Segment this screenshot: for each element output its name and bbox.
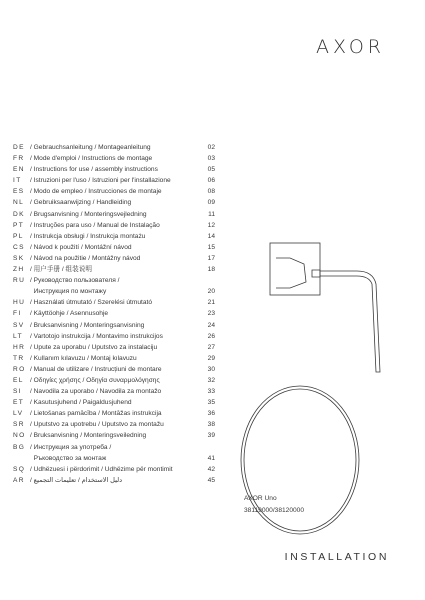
toc-title: / Upute za uporabu / Uputstvo za instalaciju <box>30 343 158 351</box>
language-code: PT <box>13 221 25 229</box>
language-code: SQ <box>13 465 26 473</box>
toc-title: / Návod na použitie / Montážny návod <box>30 254 141 262</box>
toc-title: / Instructions for use / assembly instructions <box>30 166 158 174</box>
toc-title: / Navodila za uporabo / Navodila za montažo <box>30 388 162 396</box>
toc-title: / Instrukcja obsługi / Instrukcja montażu <box>30 232 146 240</box>
page-number: 05 <box>207 166 215 174</box>
page-number: 15 <box>207 243 215 251</box>
language-code: RU <box>13 277 26 285</box>
language-code: SR <box>13 421 25 429</box>
toc-title: / Kasutusjuhend / Paigaldusjuhend <box>30 399 132 407</box>
page-number: 09 <box>207 199 215 207</box>
language-code: FI <box>13 310 22 318</box>
page-number: 45 <box>207 476 215 484</box>
page-number: 24 <box>207 321 215 329</box>
language-code: HU <box>13 299 26 307</box>
toc-title: / Istruzioni per l'uso / Istruzioni per l'installazione <box>30 177 171 185</box>
page-number: 02 <box>207 144 215 151</box>
page-number: 39 <box>207 432 215 440</box>
toc-title: / Lietošanas pamācība / Montāžas instrukcija <box>30 410 162 418</box>
page-number: 08 <box>207 188 215 196</box>
page-number: 36 <box>207 410 215 418</box>
language-code: ES <box>13 188 25 196</box>
page-number: 32 <box>207 376 215 384</box>
spout-arm <box>320 271 380 372</box>
language-code: SV <box>13 321 25 329</box>
toc-title: / Mode d'emploi / Instructions de montage <box>30 155 153 163</box>
page-number: 12 <box>207 221 215 229</box>
toc-title: / Käyttöohje / Asennusohje <box>30 310 109 318</box>
language-code: SK <box>13 254 25 262</box>
toc-title: / Brugsanvisning / Monteringsvejledning <box>30 210 147 218</box>
toc-title: / Gebruiksaanwijzing / Handleiding <box>30 199 132 207</box>
page-number: 33 <box>207 388 215 396</box>
language-code: EN <box>13 166 25 174</box>
page-number: 11 <box>208 210 215 218</box>
wall-plate <box>270 243 320 295</box>
page-number: 20 <box>207 288 215 296</box>
toc-title: / Uputstvo za upotrebu / Uputstvo za montažu <box>30 421 164 429</box>
language-code: DE <box>13 144 25 151</box>
plate-inner <box>276 258 306 288</box>
language-code: SI <box>13 388 23 396</box>
installation-label: INSTALLATION <box>284 551 389 563</box>
language-code: LT <box>13 332 24 340</box>
toc-title: / Руководство пользователя / Инструкция по монтажу <box>30 277 120 296</box>
page-number: 26 <box>207 332 215 340</box>
language-code: ZH <box>13 266 25 274</box>
toc-title: / Vartotojo instrukcija / Montavimo instrukcijos <box>30 332 163 340</box>
page-number: 41 <box>207 454 215 462</box>
page-number: 42 <box>207 465 215 473</box>
product-info <box>244 493 304 517</box>
toc-title: / دليل الاستخدام / تعليمات التجميع <box>30 476 123 484</box>
toc-title: / Инструкция за употреба / Ръководство за монтаж <box>30 443 112 462</box>
language-code: HR <box>13 343 26 351</box>
language-code: DK <box>13 210 25 218</box>
language-code: FR <box>13 155 25 163</box>
page-number: 14 <box>207 232 215 240</box>
page-number: 03 <box>207 155 215 163</box>
page-number: 21 <box>207 299 215 307</box>
toc-title: / Bruksanvisning / Monteringsanvisning <box>30 321 145 329</box>
language-code: NO <box>13 432 26 440</box>
toc-title: / Modo de empleo / Instrucciones de montaje <box>30 188 162 196</box>
page-number: 30 <box>207 365 215 373</box>
page-number: 29 <box>207 354 215 362</box>
language-code: IT <box>13 177 22 185</box>
page-number: 38 <box>207 421 215 429</box>
page-number: 35 <box>207 399 215 407</box>
language-code: ET <box>13 399 25 407</box>
toc-title: / Gebrauchsanleitung / Montageanleitung <box>30 144 151 151</box>
language-code: EL <box>13 376 24 384</box>
spout-base <box>312 270 320 277</box>
language-code: CS <box>13 243 25 251</box>
toc-title: / Návod k použití / Montážní návod <box>30 243 132 251</box>
brand-logo: AXOR <box>316 36 385 58</box>
toc-title: / Manual de utilizare / Instrucțiuni de montare <box>30 365 162 373</box>
page-number: 23 <box>207 310 215 318</box>
language-code: NL <box>13 199 25 207</box>
toc-title: / Használati útmutató / Szerelési útmutató <box>30 299 153 307</box>
language-code: PL <box>13 232 24 240</box>
language-code: RO <box>13 365 26 373</box>
toc-title: / Udhëzuesi i përdorimit / Udhëzime për montimit <box>30 465 173 473</box>
toc-title: / 用户手册 / 组装说明 <box>30 266 92 274</box>
toc-title: / Bruksanvisning / Monteringsveiledning <box>30 432 147 440</box>
page-number: 18 <box>207 266 215 274</box>
page-number: 27 <box>207 343 215 351</box>
faucet-illustration <box>241 243 380 534</box>
language-code: BG <box>13 443 26 451</box>
language-code: AR <box>13 476 25 484</box>
toc-title: / Instruções para uso / Manual de Instalação <box>30 221 160 229</box>
toc-title: / Οδηγίες χρήσης / Οδηγία συναρμολόγησης <box>30 376 160 384</box>
language-code: TR <box>13 354 25 362</box>
toc-title: / Kullanım kılavuzu / Montaj kılavuzu <box>30 354 137 362</box>
page-number: 06 <box>207 177 215 185</box>
product-numbers: 38119000/38120000 <box>244 507 305 514</box>
language-code: LV <box>13 410 24 418</box>
page-number: 17 <box>207 254 215 262</box>
product-name: AXOR Uno <box>244 495 277 502</box>
